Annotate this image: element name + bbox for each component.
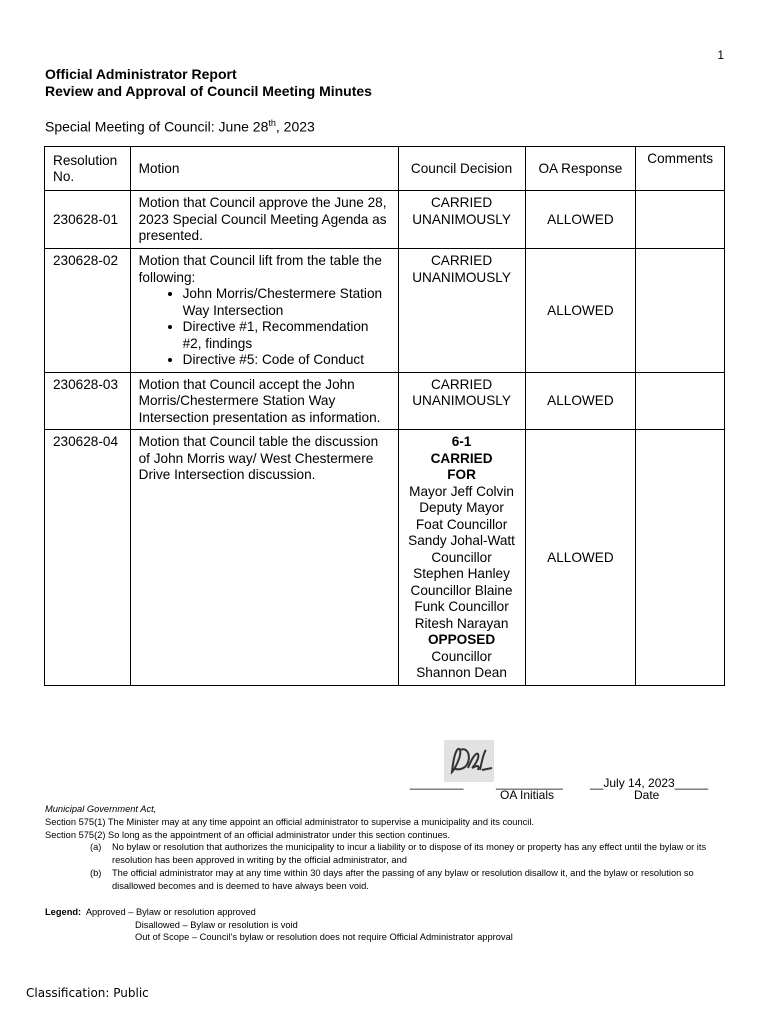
oa-response: ALLOWED [525,372,636,430]
clause-a-label: (a) [90,842,102,853]
list-item: • Directive #1, Recommendation #2, findings [183,319,390,352]
opposed-label: OPPOSED [427,632,496,647]
signature-block [410,740,720,800]
classification-label: Classification: Public [26,986,149,1000]
oa-initials-label: OA Initials [500,788,555,802]
decision-line2: UNANIMOUSLY [412,393,511,408]
vote-tally: 6-1 [451,434,472,449]
clause-a-text: No bylaw or resolution that authorizes the municipality to incur a liability or to dispose of its money or property has any effect until the bylaw or its resolution has been approved in writing by the official administrator, and [112,842,707,866]
for-names: Mayor Jeff Colvin Deputy Mayor Foat Councillor Sandy Johal-Watt Councillor Stephen Hanley Councillor Blaine Funk Councillor Ritesh Narayan [408,483,515,631]
header-resolution-line1: Resolution [53,152,118,168]
oa-response: ALLOWED [525,191,636,249]
header-resolution-line2: No. [53,169,75,184]
legend-label: Legend: [45,907,82,917]
page-number: 1 [717,48,724,62]
comments-cell [636,430,725,686]
resolutions-table [44,146,725,686]
decision-carried: CARRIED [430,450,493,466]
report-title [45,66,372,100]
council-decision [398,191,525,249]
legend [45,906,513,944]
motion-text [130,249,398,373]
opposed-names: Councillor Shannon Dean [416,648,507,680]
table-row [45,430,725,686]
table-row [45,372,725,430]
header-council-decision: Council Decision [398,147,525,191]
motion-text: Motion that Council table the discussion of John Morris way/ West Chestermere Drive Intersection discussion. [130,430,398,686]
header-resolution-no [45,147,131,191]
council-decision [398,372,525,430]
motion-bullet-list [139,286,390,369]
comments-cell [636,191,725,249]
date-label: Date [634,788,660,802]
council-decision [398,430,525,686]
decision-line1: CARRIED [430,376,493,392]
motion-text: Motion that Council approve the June 28, 2023 Special Council Meeting Agenda as presented. [130,191,398,249]
resolution-number: 230628-02 [45,249,131,373]
decision-line1: CARRIED [430,253,493,268]
legend-disallowed: Disallowed – Bylaw or resolution is void [135,919,298,930]
clause-b-text: The official administrator may at any time within 30 days after the passing of any bylaw or resolution disallow it, and the bylaw or resolution so disallowed becomes and is deemed to have always been void. [112,867,694,891]
decision-line2: UNANIMOUSLY [412,211,511,227]
table-row [45,249,725,373]
meeting-heading [45,118,315,135]
comments-cell [636,249,725,373]
header-oa-response: OA Response [525,147,636,191]
legend-approved: Approved – Bylaw or resolution approved [85,907,256,917]
header-motion: Motion [130,147,398,191]
resolution-number: 230628-03 [45,372,131,430]
council-decision [398,249,525,373]
motion-intro: Motion that Council lift from the table the following: [138,253,382,285]
meeting-heading-suffix: , 2023 [275,118,315,135]
table-header-row [45,147,725,191]
clause-b [45,867,735,893]
initials-line-left: ________ [410,776,464,790]
decision-line1: CARRIED [430,195,493,210]
act-title: Municipal Government Act, [45,804,157,814]
table-row [45,191,725,249]
clause-a [45,841,735,867]
section-575-1: Section 575(1) The Minister may at any time appoint an official administrator to supervise a municipality and its council. [45,816,535,827]
meeting-heading-prefix: Special Meeting of Council: June 28 [45,118,269,135]
oa-response: ALLOWED [525,249,636,373]
report-title-line2: Review and Approval of Council Meeting Minutes [45,83,372,99]
resolution-number: 230628-04 [45,430,131,686]
for-label: FOR [447,467,476,482]
list-item: • Directive #5: Code of Conduct [183,352,390,369]
signature-date: __July 14, 2023_____ [590,776,709,790]
header-comments: Comments [636,147,725,191]
report-title-line1: Official Administrator Report [45,66,237,82]
oa-response: ALLOWED [525,430,636,686]
initials-line-right: __________ [496,776,563,790]
legend-out-of-scope: Out of Scope – Council's bylaw or resolution does not require Official Administrator approval [135,932,513,942]
comments-cell [636,372,725,430]
meeting-heading-sup: th [268,118,276,128]
section-575-2: Section 575(2) So long as the appointment of an official administrator under this section continues. [45,829,451,840]
clause-b-label: (b) [90,867,102,878]
decision-line2: UNANIMOUSLY [412,269,511,285]
resolution-number: 230628-01 [45,191,131,249]
motion-text: Motion that Council accept the John Morris/Chestermere Station Way Intersection presentation as information. [130,372,398,430]
legislation-footnote [45,803,735,893]
list-item: • John Morris/Chestermere Station Way Intersection [183,286,390,319]
